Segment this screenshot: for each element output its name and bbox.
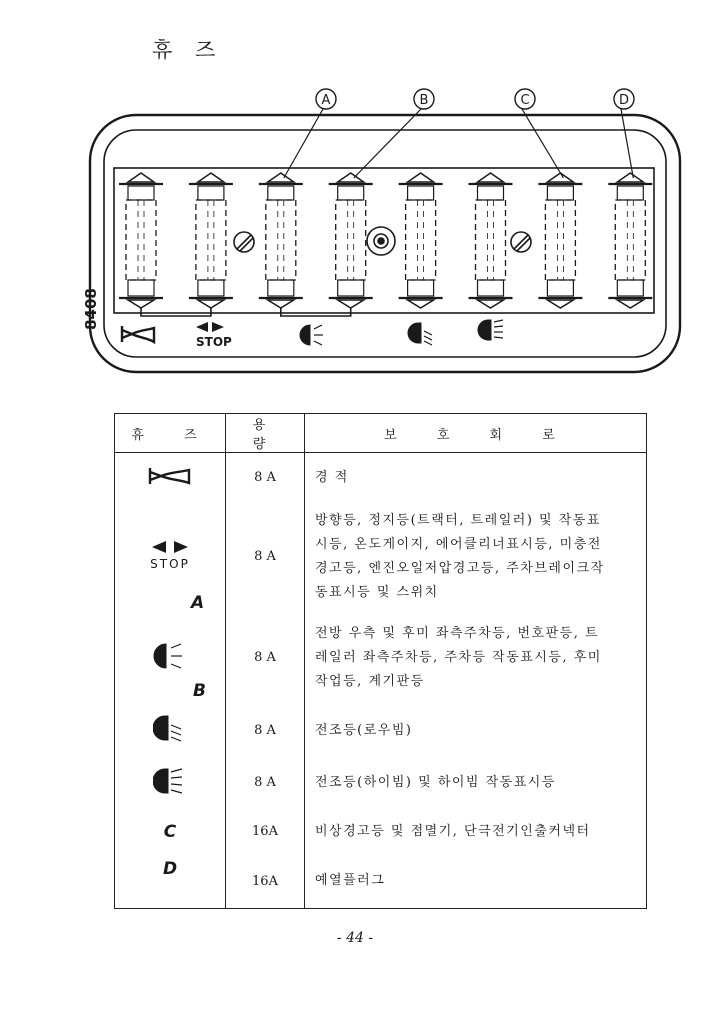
turn-signal-arrows-icon <box>150 541 190 553</box>
horn-icon <box>122 326 154 342</box>
fuse-2 <box>189 173 233 308</box>
svg-text:C: C <box>520 93 530 108</box>
circuit-line: 전방 우측 및 후미 좌측주차등, 번호판등, 트 <box>315 625 600 641</box>
circuit-line: 작업등, 계기판등 <box>315 673 425 689</box>
callout-a <box>284 89 336 178</box>
fuse-box-outer-frame <box>90 115 680 372</box>
capacity-cell: 8 A <box>226 453 305 503</box>
table-row <box>115 757 647 809</box>
turn-signal-arrows-icon <box>196 322 224 332</box>
fuse-8 <box>608 173 652 308</box>
circuit-line: 경 적 <box>315 469 349 485</box>
table-header-row <box>115 414 647 453</box>
marker-a: A <box>191 592 205 613</box>
fuse-symbol-cell <box>115 592 226 705</box>
page-title: 휴 즈 <box>152 38 224 62</box>
capacity-cell: 8 A <box>226 705 305 757</box>
screw-left <box>234 232 254 252</box>
circuit-line: 시등, 온도게이지, 에어클리너표시등, 미충전 <box>315 536 602 552</box>
circuit-cell <box>305 503 647 611</box>
circuit-cell <box>305 809 647 855</box>
circuit-cell <box>305 453 647 503</box>
marker-b: B <box>193 680 206 701</box>
circuit-line: 전조등(하이빔) 및 하이빔 작동표시등 <box>315 774 556 790</box>
fuse-7 <box>538 173 582 308</box>
fuse-1 <box>119 173 163 308</box>
fuse-symbol-cell <box>115 757 226 809</box>
page-number: - 44 - <box>336 930 374 946</box>
parking-lamp-icon <box>153 643 187 669</box>
header-circuit: 보 호 회 로 <box>305 414 647 453</box>
callout-d <box>614 89 634 178</box>
fuse-5 <box>399 173 443 308</box>
fuse-bridge-1-2 <box>141 308 211 316</box>
circuit-line: 비상경고등 및 점멸기, 단극전기인출커넥터 <box>315 823 591 839</box>
circuit-line: 경고등, 엔진오일저압경고등, 주차브레이크작 <box>315 560 605 576</box>
callout-b <box>354 89 434 178</box>
circuit-line: 동표시등 및 스위치 <box>315 584 439 600</box>
circuit-cell <box>305 757 647 809</box>
fuse-symbol-cell <box>115 705 226 757</box>
svg-text:B: B <box>419 93 429 108</box>
parking-lamp-icon <box>300 325 323 345</box>
table-row <box>115 453 647 503</box>
svg-text:A: A <box>321 93 331 108</box>
low-beam-icon <box>408 323 432 345</box>
svg-text:D: D <box>618 93 630 108</box>
circuit-line: 방향등, 정지등(트랙터, 트레일러) 및 작동표 <box>315 512 601 528</box>
high-beam-icon <box>478 320 503 340</box>
callout-c <box>515 89 563 178</box>
stop-label: STOP <box>150 557 190 571</box>
stop-label: STOP <box>196 335 232 349</box>
diagram-code: 8408 <box>81 288 100 330</box>
horn-icon <box>147 465 193 487</box>
capacity-cell: 16A <box>226 855 305 909</box>
circuit-line: 전조등(로우빔) <box>315 722 413 738</box>
fuse-symbol-cell <box>115 809 226 855</box>
circuit-line: 예열플러그 <box>315 873 386 889</box>
fuse-symbol-cell <box>115 855 226 909</box>
fuse-table <box>114 413 647 909</box>
table-row <box>115 809 647 855</box>
fuse-box-inner-frame <box>104 130 666 357</box>
fuse-4 <box>329 173 373 308</box>
capacity-cell: 8 A <box>226 611 305 705</box>
circuit-line: 레일러 좌측주차등, 주차등 작동표시등, 후미 <box>315 649 602 665</box>
capacity-cell: 16A <box>226 809 305 855</box>
fuse-symbol-cell <box>115 503 226 611</box>
circuit-cell <box>305 611 647 705</box>
fuse-3 <box>259 173 303 308</box>
fuse-6 <box>469 173 513 308</box>
low-beam-icon <box>153 715 187 743</box>
high-beam-icon <box>153 767 187 795</box>
header-fuse: 휴 즈 <box>115 414 226 453</box>
screw-right <box>511 232 531 252</box>
fuse-box-diagram <box>0 0 710 400</box>
fuse-symbol-cell <box>115 453 226 503</box>
table-row <box>115 705 647 757</box>
fuse-bridge-3-4 <box>281 308 351 316</box>
header-capacity: 용 량 <box>226 414 305 453</box>
marker-d: D <box>162 858 178 879</box>
capacity-cell: 8 A <box>226 757 305 809</box>
circuit-cell <box>305 705 647 757</box>
table-row <box>115 611 647 705</box>
circuit-cell <box>305 855 647 909</box>
center-stud <box>367 227 395 255</box>
marker-c: C <box>163 821 177 842</box>
capacity-cell: 8 A <box>226 503 305 611</box>
table-row <box>115 855 647 909</box>
